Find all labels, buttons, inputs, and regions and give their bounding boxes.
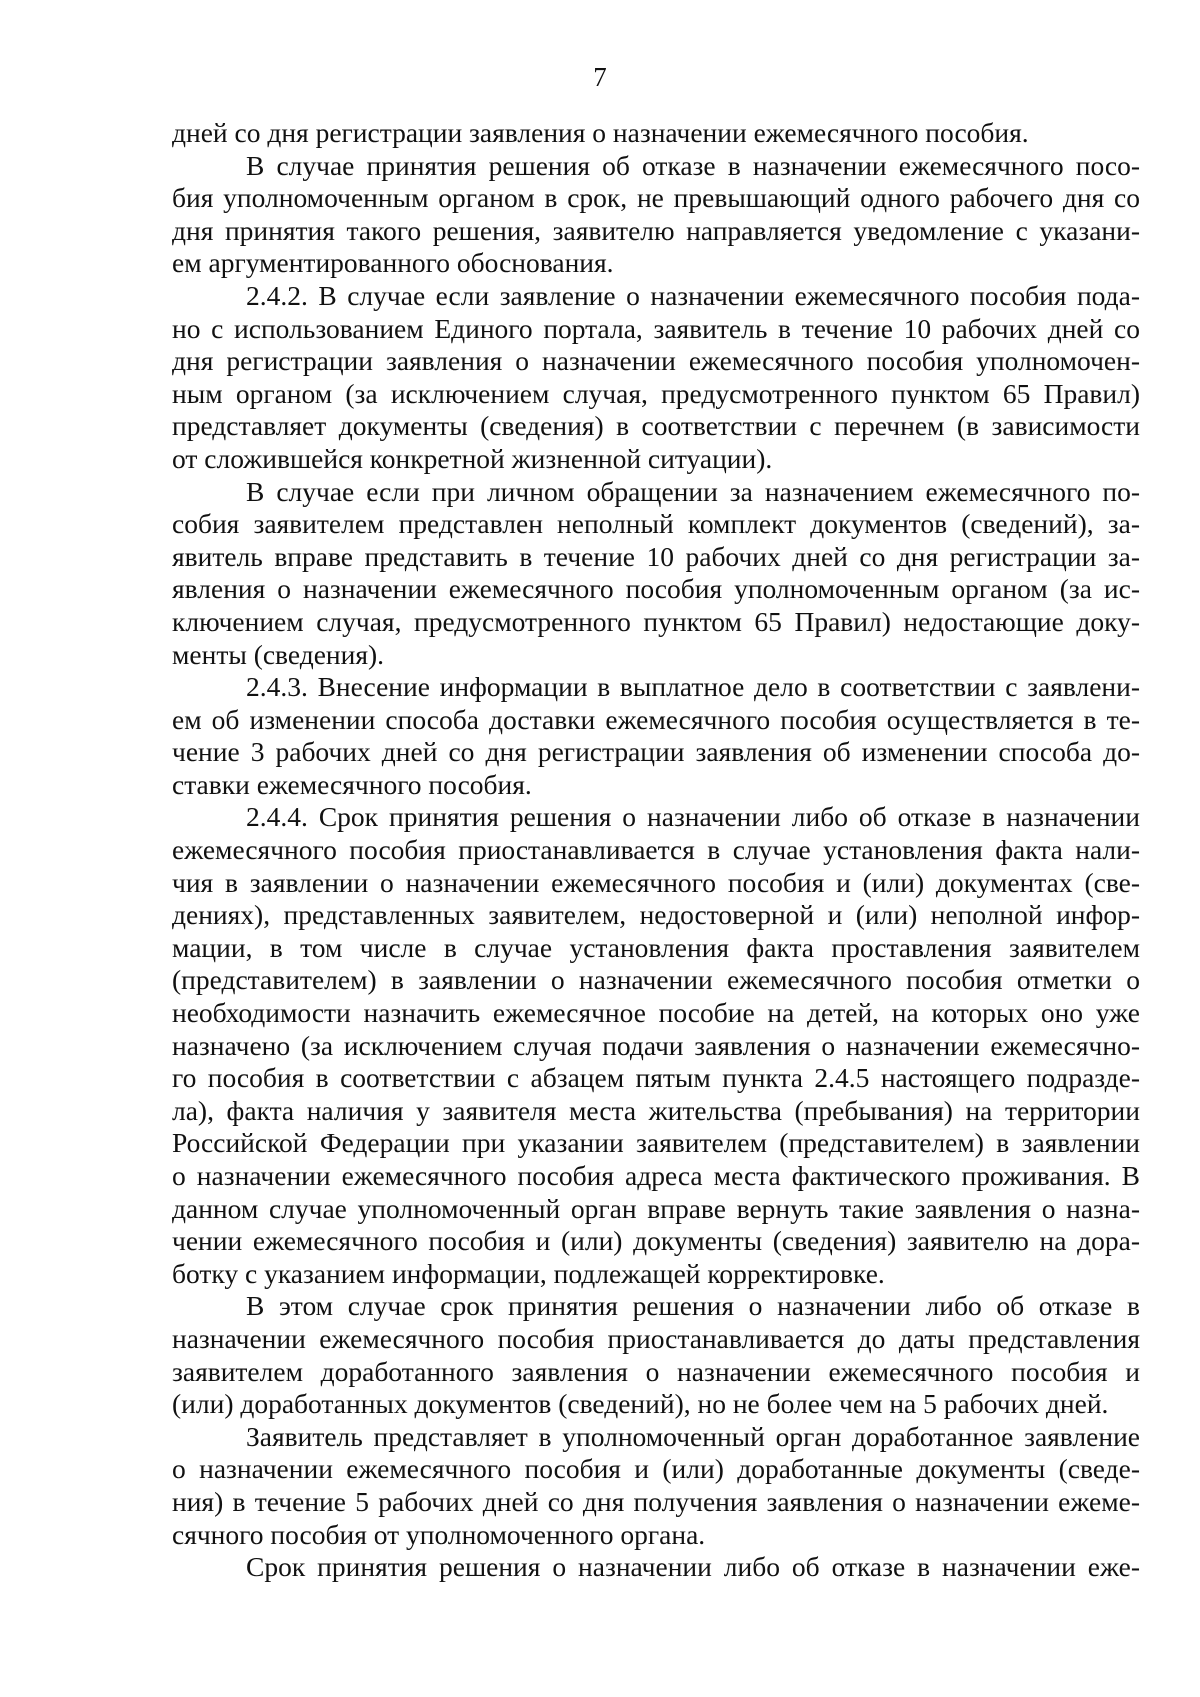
paragraph [172, 1421, 1140, 1551]
text-line: чия в заявлении о назначении ежемесячного пособия и (или) документах (све- [172, 866, 1140, 898]
page-number: 7 [593, 62, 607, 92]
text-line: В этом случае срок принятия решения о назначении либо об отказе в [246, 1290, 1140, 1322]
paragraph [172, 117, 1140, 150]
text-line: мации, в том числе в случае установления факта проставления заявителем [172, 931, 1140, 963]
text-line: 2.4.3. Внесение информации в выплатное дело в соответствии с заявлени- [246, 671, 1140, 703]
paragraph [172, 280, 1140, 476]
text-line: дня регистрации заявления о назначении ежемесячного пособия уполномочен- [172, 345, 1140, 377]
text-line: В случае если при личном обращении за назначением ежемесячного по- [246, 475, 1140, 507]
text-line: чении ежемесячного пособия и (или) документы (сведения) заявителю на дора- [172, 1225, 1140, 1257]
text-line: ключением случая, предусмотренного пунктом 65 Правил) недостающие доку- [172, 605, 1140, 637]
text-line: ежемесячного пособия приостанавливается в случае установления факта нали- [172, 834, 1140, 866]
text-line: ем аргументированного обоснования. [172, 247, 614, 279]
document-body [172, 117, 1140, 1584]
text-line: ботку с указанием информации, подлежащей корректировке. [172, 1257, 885, 1289]
text-line: Срок принятия решения о назначении либо об отказе в назначении еже- [246, 1551, 1140, 1583]
text-line: о назначении ежемесячного пособия и (или) доработанные документы (сведе- [172, 1453, 1140, 1485]
text-line: сячного пособия от уполномоченного органа. [172, 1518, 706, 1550]
text-line: го пособия в соответствии с абзацем пятым пункта 2.4.5 настоящего подразде- [172, 1062, 1140, 1094]
text-line: бия уполномоченным органом в срок, не превышающий одного рабочего дня со [172, 182, 1140, 214]
text-line: 2.4.2. В случае если заявление о назначении ежемесячного пособия пода- [246, 279, 1140, 311]
text-line: дня принятия такого решения, заявителю направляется уведомление с указани- [172, 214, 1140, 246]
paragraph [172, 671, 1140, 801]
text-line: собия заявителем представлен неполный комплект документов (сведений), за- [172, 508, 1140, 540]
text-line: В случае принятия решения об отказе в назначении ежемесячного посо- [246, 149, 1140, 181]
text-line: но с использованием Единого портала, заявитель в течение 10 рабочих дней со [172, 312, 1140, 344]
text-line: Заявитель представляет в уполномоченный орган доработанное заявление [246, 1420, 1140, 1452]
text-line: от сложившейся конкретной жизненной ситуации). [172, 442, 773, 474]
text-line: явитель вправе представить в течение 10 рабочих дней со дня регистрации за- [172, 540, 1140, 572]
text-line: заявителем доработанного заявления о назначении ежемесячного пособия и [172, 1355, 1140, 1387]
text-line: назначено (за исключением случая подачи заявления о назначении ежемесячно- [172, 1029, 1140, 1061]
text-line: ным органом (за исключением случая, предусмотренного пунктом 65 Правил) [172, 377, 1140, 409]
paragraph [172, 150, 1140, 280]
text-line: чение 3 рабочих дней со дня регистрации заявления об изменении способа до- [172, 736, 1140, 768]
text-line: (или) доработанных документов (сведений), но не более чем на 5 рабочих дней. [172, 1388, 1109, 1420]
text-line: необходимости назначить ежемесячное пособие на детей, на которых оно уже [172, 997, 1140, 1029]
text-line: представляет документы (сведения) в соответствии с перечнем (в зависимости [172, 410, 1140, 442]
paragraph [172, 801, 1140, 1290]
paragraph [172, 1290, 1140, 1420]
text-line: назначении ежемесячного пособия приостанавливается до даты представления [172, 1322, 1140, 1354]
text-line: ем об изменении способа доставки ежемесячного пособия осуществляется в те- [172, 703, 1140, 735]
text-line: дней со дня регистрации заявления о назначении ежемесячного пособия. [172, 117, 1029, 148]
text-line: ставки ежемесячного пособия. [172, 768, 532, 800]
text-line: ния) в течение 5 рабочих дней со дня получения заявления о назначении ежеме- [172, 1485, 1140, 1517]
text-line: 2.4.4. Срок принятия решения о назначении либо об отказе в назначении [246, 801, 1140, 833]
text-line: о назначении ежемесячного пособия адреса места фактического проживания. В [172, 1160, 1140, 1191]
paragraph [172, 1551, 1140, 1584]
text-line: дениях), представленных заявителем, недостоверной и (или) неполной инфор- [172, 899, 1140, 931]
text-line: явления о назначении ежемесячного пособия уполномоченным органом (за ис- [172, 573, 1140, 605]
text-line: данном случае уполномоченный орган вправе вернуть такие заявления о назна- [172, 1192, 1140, 1224]
text-line: менты (сведения). [172, 638, 385, 670]
text-line: ла), факта наличия у заявителя места жительства (пребывания) на территории [172, 1094, 1140, 1126]
text-line: Российской Федерации при указании заявителем (представителем) в заявлении [172, 1127, 1140, 1159]
paragraph [172, 476, 1140, 672]
text-line: (представителем) в заявлении о назначении ежемесячного пособия отметки о [172, 964, 1140, 996]
